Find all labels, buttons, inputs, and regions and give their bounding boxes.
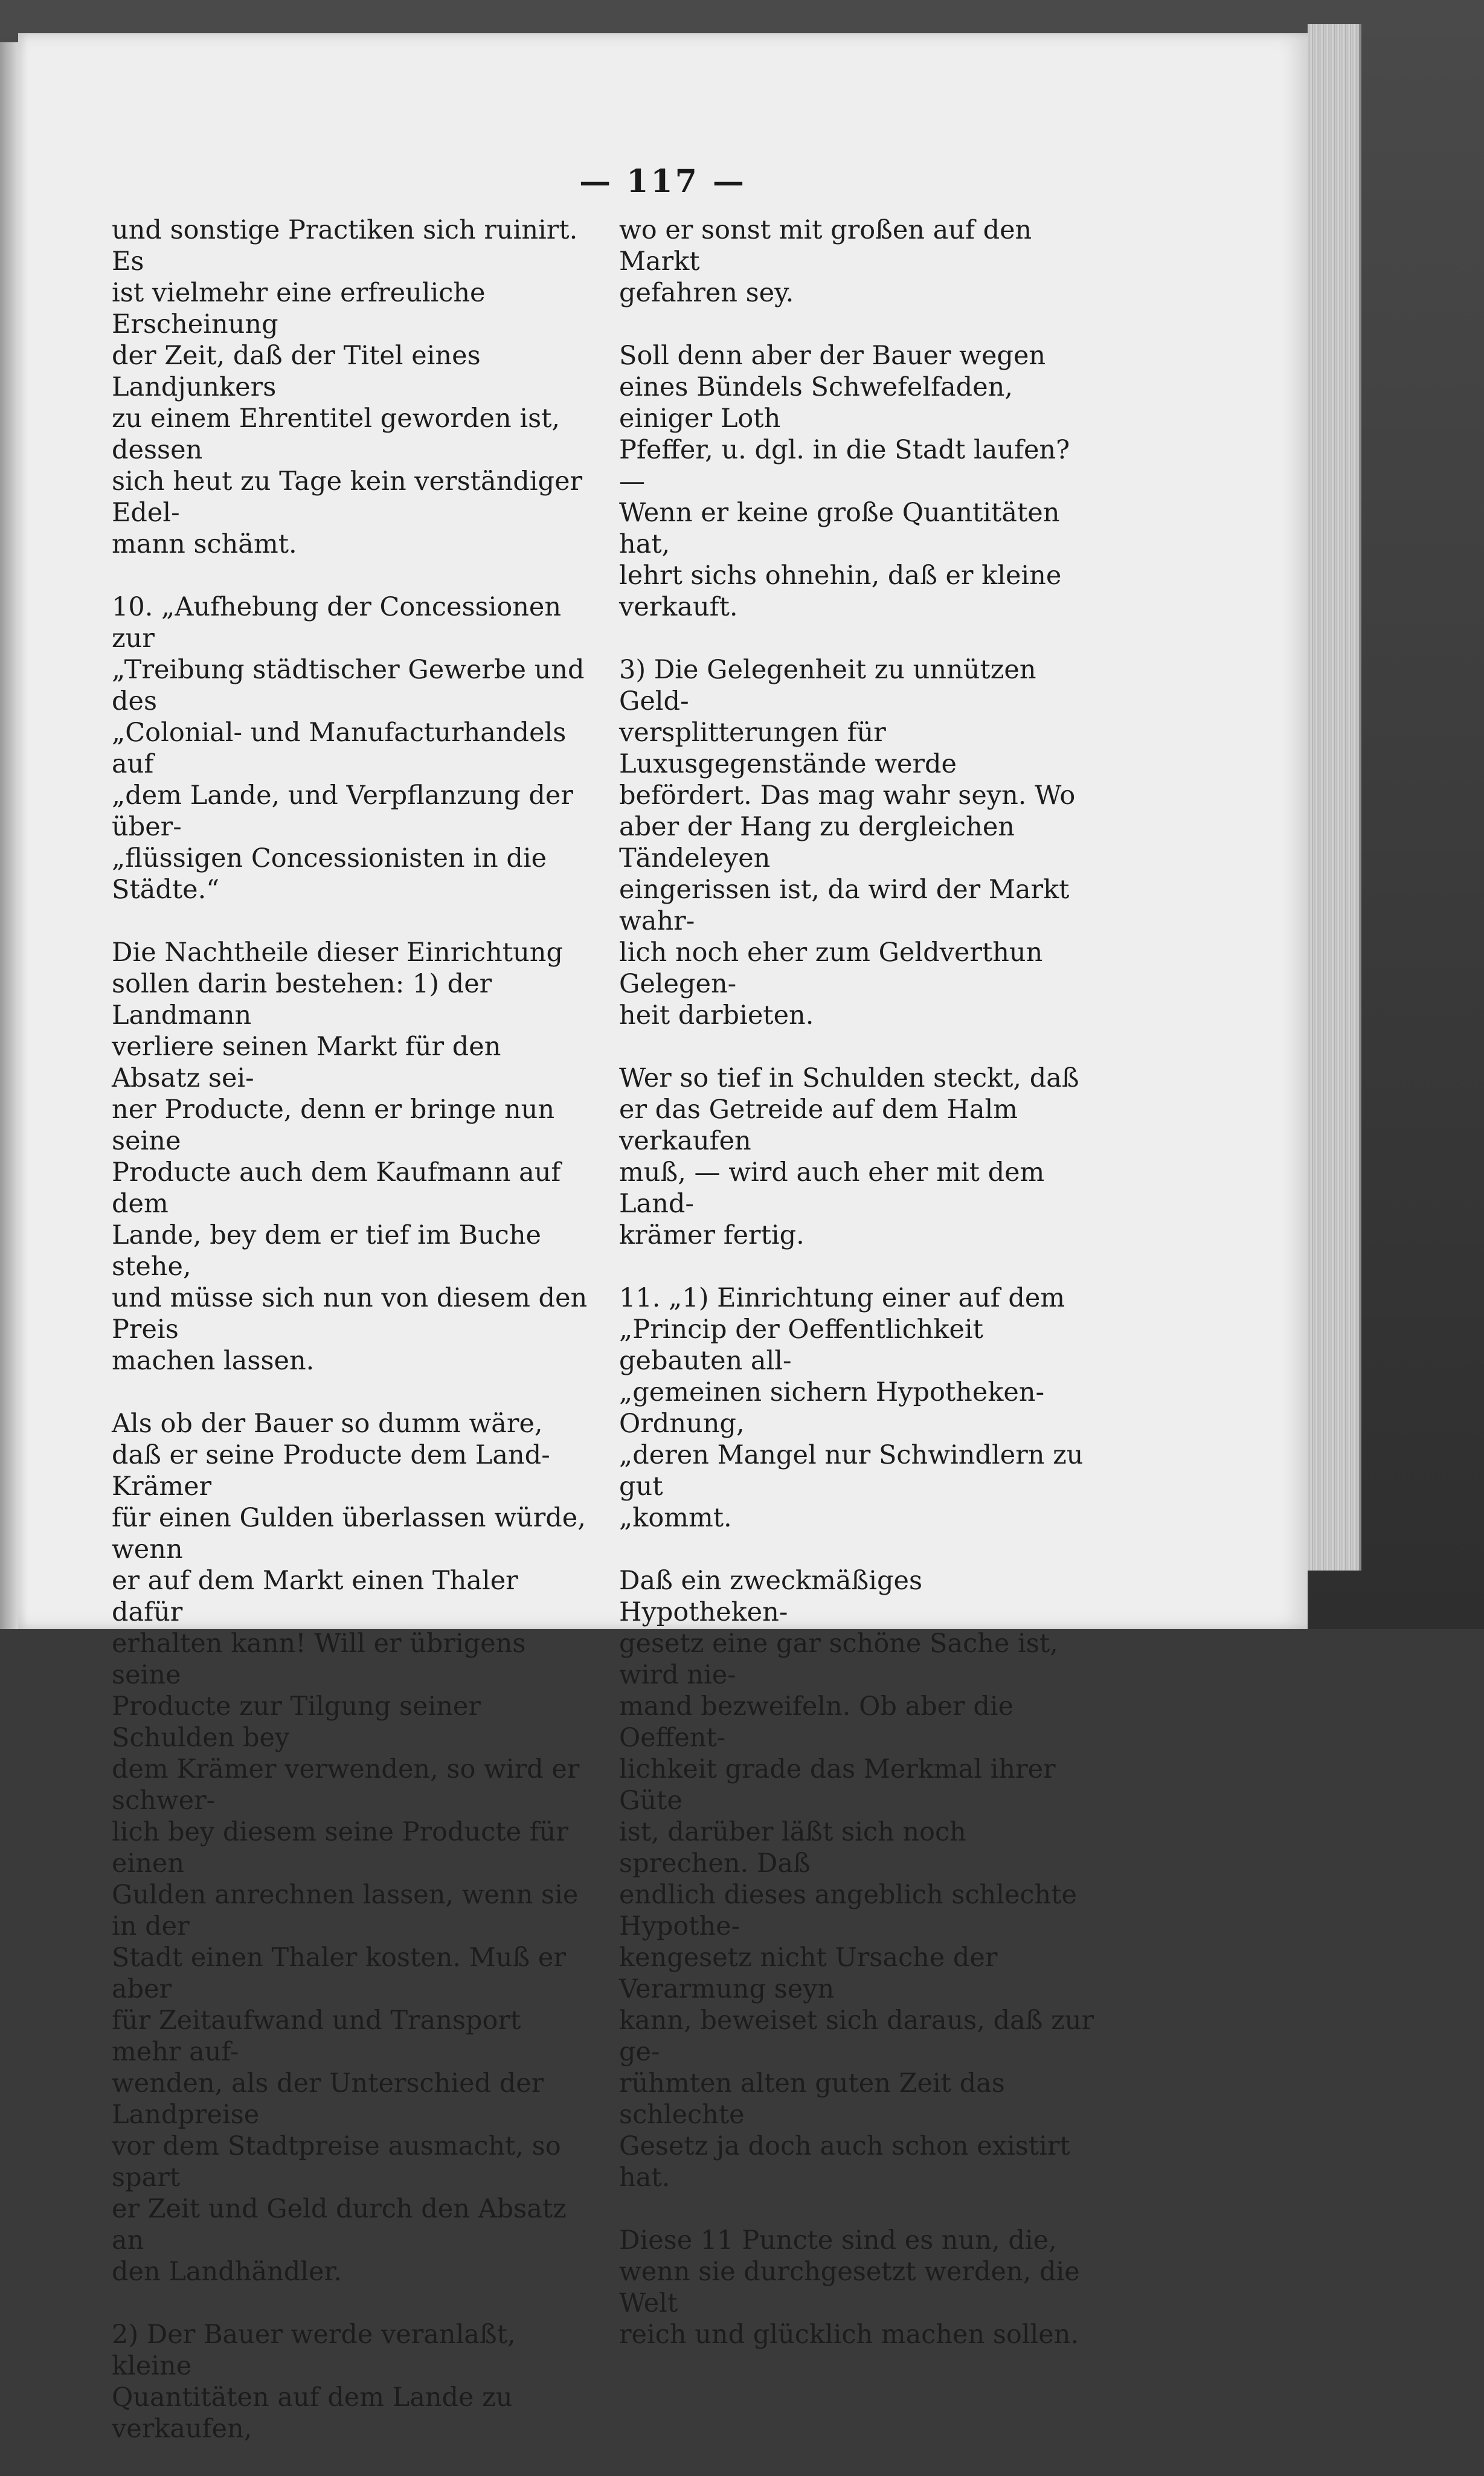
page-stack-edge xyxy=(1308,24,1361,1571)
facing-page-edge xyxy=(0,42,18,1629)
paragraph: Als ob der Bauer so dumm wäre, daß er seine Producte dem Land-Krämer für einen Gulden überlassen würde, wenn er auf dem Markt einen Thaler dafür erhalten kann! Will er übrigens seine Producte zur Tilgung seiner Schulden bey dem Krämer verwenden, so wird er schwer- lich bey diesem seine Producte für einen Gulden anrechnen lassen, wenn sie in der Stadt einen Thaler kosten. Muß er aber für Zeitaufwand und Transport mehr auf- wenden, als der Unterschied der Landpreise vor dem Stadtpreise ausmacht, so spart er Zeit und Geld durch den Absatz an den Landhändler. xyxy=(112,1409,586,2287)
paragraph: Daß ein zweckmäßiges Hypotheken- gesetz eine gar schöne Sache ist, wird nie- mand bezweifeln. Ob aber die Oeffent- lichkeit grade das Merkmal ihrer Güte ist, darüber läßt sich noch sprechen. Daß endlich dieses angeblich schlechte Hypothe- kengesetz nicht Ursache der Verarmung seyn kann, beweiset sich daraus, daß zur ge- rühmten alten guten Zeit das schlechte Gesetz ja doch auch schon existirt hat. xyxy=(619,1566,1094,2193)
paragraph-quote-11: 11. „1) Einrichtung einer auf dem „Princip der Oeffentlichkeit gebauten all- „gemeinen sichern Hypotheken-Ordnung, „deren Mangel nur Schwindlern zu gut „kommt. xyxy=(619,1283,1084,1533)
paragraph: Die Nachtheile dieser Einrichtung sollen darin bestehen: 1) der Landmann verliere seinen Markt für den Absatz sei- ner Producte, denn er bringe nun seine Producte auch dem Kaufmann auf dem Lande, bey dem er tief im Buche stehe, und müsse sich nun von diesem den Preis machen lassen. xyxy=(112,937,588,1376)
paragraph: und sonstige Practiken sich ruinirt. Es ist vielmehr eine erfreuliche Erscheinung der Zeit, daß der Titel eines Landjunkers zu einem Ehrentitel geworden ist, dessen sich heut zu Tage kein verständiger Edel- mann schämt. xyxy=(112,215,583,559)
paragraph: Wer so tief in Schulden steckt, daß er das Getreide auf dem Halm verkaufen muß, — wird auch eher mit dem Land- krämer fertig. xyxy=(619,1063,1079,1250)
paragraph: 2) Der Bauer werde veranlaßt, kleine Quantitäten auf dem Lande zu verkaufen, xyxy=(112,2320,516,2444)
right-column xyxy=(619,214,1096,2382)
left-column xyxy=(112,214,589,2476)
paragraph: Diese 11 Puncte sind es nun, die, wenn sie durchgesetzt werden, die Welt reich und glücklich machen sollen. xyxy=(619,2225,1080,2350)
page-number: — 117 — xyxy=(579,163,747,200)
paragraph: 3) Die Gelegenheit zu unnützen Geld- versplitterungen für Luxusgegenstände werde befördert. Das mag wahr seyn. Wo aber der Hang zu dergleichen Tändeleyen eingerissen ist, da wird der Markt wahr- lich noch eher zum Geldverthun Gelegen- heit darbieten. xyxy=(619,655,1076,1031)
paragraph-quote-10: 10. „Aufhebung der Concessionen zur „Treibung städtischer Gewerbe und des „Colonial- und Manufacturhandels auf „dem Lande, und Verpflanzung der über- „flüssigen Concessionisten in die Städte.“ xyxy=(112,592,585,905)
paragraph: wo er sonst mit großen auf den Markt gefahren sey. xyxy=(619,215,1032,308)
paragraph: Soll denn aber der Bauer wegen eines Bündels Schwefelfaden, einiger Loth Pfeffer, u. dgl. in die Stadt laufen? — Wenn er keine große Quantitäten hat, lehrt sichs ohnehin, daß er kleine verkauft. xyxy=(619,341,1070,622)
